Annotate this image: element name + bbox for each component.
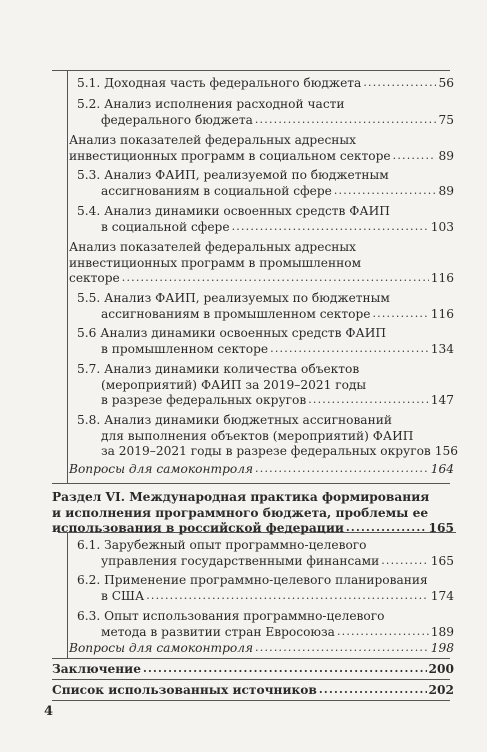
toc-entry <box>77 97 454 128</box>
dot-leader <box>363 75 436 91</box>
toc-entry-text: в промышленном секторе <box>101 341 269 356</box>
toc-page-ref: 165 <box>430 553 454 568</box>
toc-entry-text: 6.2. Применение программно-целевого планирования <box>77 573 428 587</box>
toc-entry <box>77 413 459 460</box>
toc-page-ref: 200 <box>428 662 454 676</box>
toc-page-ref: 165 <box>428 521 454 536</box>
toc-entry <box>77 326 454 357</box>
dot-leader <box>319 682 427 698</box>
toc-entry-text: 5.7. Анализ динамики количества объектов <box>77 362 360 376</box>
toc-entry-text: 6.1. Зарубежный опыт программно-целевого <box>77 538 367 552</box>
toc-page-ref: 116 <box>430 306 454 321</box>
toc-entry-text: 5.5. Анализ ФАИП, реализуемых по бюджетным <box>77 291 390 305</box>
toc-entry-text: инвестиционных программ в социальном секторе <box>69 148 391 163</box>
dot-leader <box>308 392 429 408</box>
toc-entry-text: инвестиционных программ в промышленном <box>69 255 362 270</box>
toc-entry <box>69 462 454 478</box>
dot-leader <box>255 461 429 477</box>
toc-page-ref: 198 <box>430 641 454 655</box>
rule-under-questions-6 <box>52 658 450 659</box>
toc-entry <box>52 662 454 678</box>
toc-entry-text: 5.3. Анализ ФАИП, реализуемой по бюджетным <box>77 168 389 182</box>
toc-page-ref: 174 <box>430 588 454 603</box>
toc-entry-text: управления государственными финансами <box>101 553 380 568</box>
rule-bottom <box>52 700 450 701</box>
toc-page-ref: 56 <box>438 76 454 90</box>
toc-entry <box>69 641 454 657</box>
toc-entry-text: использования в российской федерации <box>52 521 344 536</box>
page-number: 4 <box>44 704 54 719</box>
toc-page-ref: 75 <box>438 112 454 127</box>
toc-entry-text: федерального бюджета <box>101 112 253 127</box>
toc-page-ref: 103 <box>430 219 454 234</box>
toc-page-ref: 164 <box>430 462 454 476</box>
rule-left-vertical <box>67 70 68 483</box>
toc-page-ref: 156 <box>434 444 459 459</box>
toc-entry <box>52 683 454 699</box>
dot-leader <box>255 112 437 128</box>
toc-entry <box>77 168 454 199</box>
toc-page-ref: 116 <box>430 271 454 286</box>
dot-leader <box>393 148 437 164</box>
dot-leader <box>334 183 437 199</box>
toc-page-ref: 147 <box>430 393 454 408</box>
dot-leader <box>146 588 429 604</box>
toc-page-ref: 89 <box>438 183 454 198</box>
dot-leader <box>232 219 429 235</box>
toc-entry-text: в социальной сфере <box>101 219 230 234</box>
toc-entry-text: 5.8. Анализ динамики бюджетных ассигнований <box>77 413 392 427</box>
dot-leader <box>337 624 429 640</box>
toc-entry-text: 6.3. Опыт использования программно-целевого <box>77 609 385 623</box>
toc-entry-text: 5.6 Анализ динамики освоенных средств ФАИП <box>77 326 387 340</box>
toc-entry-text: Раздел VI. Международная практика формирования <box>52 490 430 504</box>
toc-entry-text: секторе <box>69 271 120 286</box>
toc-entry-text: Вопросы для самоконтроля <box>69 641 254 655</box>
toc-page-ref: 89 <box>438 148 454 163</box>
toc-entry <box>69 240 454 287</box>
toc-entry <box>77 362 454 409</box>
toc-page-ref: 134 <box>430 341 454 356</box>
toc-entry-text: Список использованных источников <box>52 683 317 697</box>
dot-leader <box>255 640 429 656</box>
toc-entry-text: метода в развитии стран Евросоюза <box>101 624 335 639</box>
toc-entry-text: в разрезе федеральных округов <box>101 393 307 408</box>
toc-entry-text: и исполнения программного бюджета, проблемы ее <box>52 505 429 520</box>
toc-entry <box>52 490 454 537</box>
toc-entry <box>77 573 454 604</box>
toc-entry-text: в США <box>101 588 145 603</box>
toc-entry <box>77 76 454 92</box>
toc-page-ref: 189 <box>430 624 454 639</box>
toc-entry-text: за 2019–2021 годы в разрезе федеральных округов <box>101 444 431 459</box>
toc-page-ref: 202 <box>428 683 454 697</box>
dot-leader <box>381 553 429 569</box>
dot-leader <box>143 661 427 677</box>
rule-left-vertical-2 <box>67 532 68 658</box>
toc-entry <box>77 609 454 640</box>
toc-entry-text: для выполнения объектов (мероприятий) ФАИП <box>101 428 414 443</box>
toc-entry-text: Вопросы для самоконтроля <box>69 462 254 476</box>
rule-top <box>52 70 450 71</box>
rule-under-conclusion <box>52 679 450 680</box>
toc-entry-text: 5.1. Доходная часть федерального бюджета <box>77 76 362 90</box>
dot-leader <box>270 341 429 357</box>
toc-entry <box>77 291 454 322</box>
toc-entry <box>77 538 454 569</box>
toc-entry-text: Анализ показателей федеральных адресных <box>69 133 356 147</box>
rule-under-questions-5 <box>52 483 450 484</box>
toc-entry-text: Заключение <box>52 662 141 676</box>
toc-entry-text: 5.2. Анализ исполнения расходной части <box>77 97 345 111</box>
toc-entry-text: ассигнованиям в промышленном секторе <box>101 306 371 321</box>
toc-entry-text: Анализ показателей федеральных адресных <box>69 240 356 254</box>
toc-entry <box>77 204 454 235</box>
dot-leader <box>372 306 428 322</box>
toc-entry-text: ассигнованиям в социальной сфере <box>101 183 332 198</box>
dot-leader <box>122 270 429 286</box>
toc-entry <box>69 133 454 164</box>
dot-leader <box>346 520 427 536</box>
toc-entry-text: (мероприятий) ФАИП за 2019–2021 годы <box>101 377 367 392</box>
toc-entry-text: 5.4. Анализ динамики освоенных средств ФАИП <box>77 204 390 218</box>
